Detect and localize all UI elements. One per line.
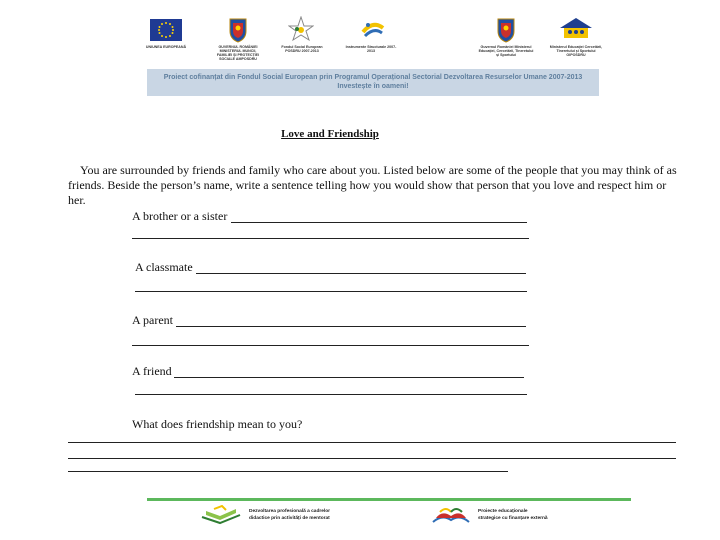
banner-line-2: Investește în oameni! — [337, 83, 409, 90]
project-banner — [147, 69, 599, 96]
answer-line-classmate-1[interactable] — [196, 273, 526, 274]
footer-left-text: Dezvoltarea profesională a cadrelor didactice prin activități de mentorat — [249, 509, 331, 521]
eu-caption: UNIUNEA EUROPEANĂ — [145, 45, 187, 49]
banner-line-1: Proiect cofinanțat din Fondul Social European prin Programul Operațional Sectorial Dezvoltarea Resurselor Umane 2007-2013 — [163, 74, 583, 81]
open-book-icon — [430, 504, 472, 528]
gov-crest-2-icon — [496, 17, 516, 43]
page-title: Love and Friendship — [281, 128, 379, 140]
footer-right-text: Proiecte educaționale strategice cu finanțare externă — [478, 509, 548, 521]
prompt-friend-label: A friend — [132, 364, 172, 378]
prompt-classmate-label: A classmate — [135, 260, 193, 274]
answer-line-friend-2[interactable] — [135, 394, 527, 395]
book-icon — [200, 505, 242, 527]
answer-line-classmate-2[interactable] — [135, 291, 527, 292]
intro-paragraph: You are surrounded by friends and family who care about you. Listed below are some of the people that you may think of as friends. Beside the person’s name, write a sentence telling how you would show that person that you love and respect him or her. — [68, 163, 677, 207]
ministry-house-icon — [558, 16, 594, 40]
instrumente-caption: Instrumente Structurale 2007-2013 — [345, 45, 397, 53]
answer-line-parent-1[interactable] — [176, 326, 526, 327]
prompt-parent-label: A parent — [132, 313, 173, 327]
header-logos — [140, 14, 610, 66]
answer-line-question-1[interactable] — [68, 442, 676, 443]
answer-line-question-2[interactable] — [68, 458, 676, 459]
answer-line-parent-2[interactable] — [132, 345, 529, 346]
answer-line-question-3[interactable] — [68, 471, 508, 472]
answer-line-sibling-2[interactable] — [132, 238, 529, 239]
footer-rule — [147, 498, 631, 501]
fse-star-icon — [288, 16, 314, 42]
eu-flag-icon — [150, 19, 182, 41]
gov-caption: GUVERNUL ROMÂNIEI MINISTERUL MUNCII, FAMILIEI ȘI PROTECȚIEI SOCIALE AMPOSDRU — [216, 45, 260, 61]
gov-crest-icon — [228, 17, 248, 43]
answer-line-friend-1[interactable] — [174, 377, 524, 378]
answer-line-sibling-1[interactable] — [231, 222, 527, 223]
prompt-sibling-label: A brother or a sister — [132, 209, 228, 223]
ministry-caption: Ministerul Educației Cercetării, Tineretului și Sportului OIPOSDRU — [549, 45, 603, 57]
question-label: What does friendship mean to you? — [132, 417, 303, 431]
fse-caption: Fondul Social European POSDRU 2007-2013 — [281, 45, 323, 53]
gov-2-caption: Guvernul României Ministerul Educației, Cercetării, Tineretului și Sportului — [478, 45, 534, 57]
instrumente-structurale-icon — [360, 18, 386, 42]
